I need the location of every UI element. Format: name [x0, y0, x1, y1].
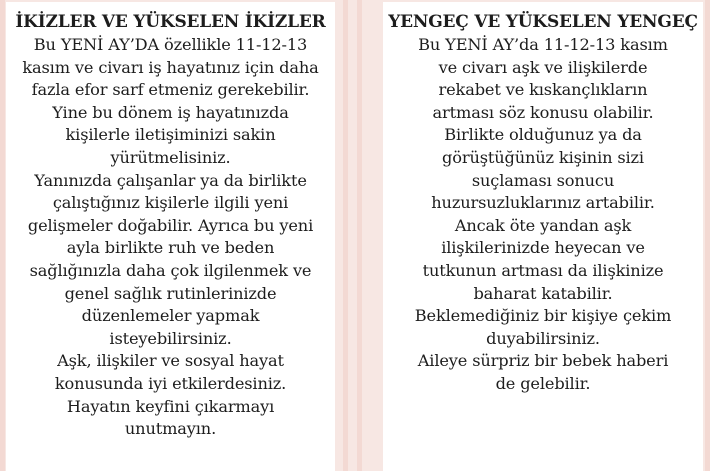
body-line: baharat katabilir.	[473, 283, 613, 303]
body-line: Aileye sürpriz bir bebek haberi	[417, 351, 669, 371]
horoscope-card-gemini	[6, 2, 335, 471]
card-title: YENGEÇ VE YÜKSELEN YENGEÇ	[388, 12, 698, 32]
body-line: konusunda iyi etkilerdesiniz.	[54, 373, 287, 393]
body-line: çalıştığınız kişilerle ilgili yeni	[52, 193, 289, 213]
body-line: Bu YENİ AY’DA özellikle 11-12-13	[33, 35, 308, 54]
body-line: ayla birlikte ruh ve beden	[66, 238, 275, 258]
body-line: duyabilirsiniz.	[486, 328, 600, 348]
body-line: Yanınızda çalışanlar ya da birlikte	[34, 170, 307, 190]
horoscope-card-cancer	[383, 2, 703, 471]
card-body	[6, 34, 335, 441]
body-line: fazla efor sarf etmeniz gerekebilir.	[31, 80, 310, 100]
body-line: artması söz konusu olabilir.	[432, 102, 654, 122]
body-line: ve civarı aşk ve ilişkilerde	[438, 57, 648, 77]
background-stripe	[357, 0, 362, 471]
body-line: Yine bu dönem iş hayatınızda	[52, 102, 289, 122]
body-line: Birlikte olduğunuz ya da	[444, 125, 642, 145]
body-line: Hayatın keyfini çıkarmayı	[66, 396, 275, 416]
body-line: kasım ve civarı iş hayatınız için daha	[22, 57, 319, 77]
body-line: düzenlemeler yapmak	[81, 306, 260, 326]
body-line: tutkunun artması da ilişkinize	[422, 260, 664, 280]
body-line: Beklemediğiniz bir kişiye çekim	[414, 306, 672, 326]
body-line: ilişkilerinizde heyecan ve	[441, 238, 645, 258]
background-stripe	[0, 0, 5, 471]
body-line: de gelebilir.	[495, 373, 591, 393]
body-line: sağlığınızla daha çok ilgilenmek ve	[29, 260, 312, 280]
body-line: yürütmelisiniz.	[110, 147, 231, 167]
body-line: suçlaması sonucu	[471, 170, 615, 190]
background-stripe	[705, 0, 710, 471]
body-line: Aşk, ilişkiler ve sosyal hayat	[57, 351, 284, 371]
body-line: rekabet ve kıskançlıkların	[438, 80, 648, 100]
body-line: Ancak öte yandan aşk	[454, 215, 632, 235]
body-line: huzursuzluklarınız artabilir.	[431, 193, 655, 213]
body-line: görüştüğünüz kişinin sizi	[442, 147, 644, 167]
body-line: kişilerle iletişiminizi sakin	[65, 125, 276, 145]
body-line: isteyebilirsiniz.	[109, 328, 232, 348]
body-line: Bu YENİ AY’da 11-12-13 kasım	[418, 35, 668, 54]
body-line: unutmayın.	[124, 419, 217, 439]
body-line: genel sağlık rutinlerinizde	[64, 283, 277, 303]
background-stripe	[343, 0, 348, 471]
body-line: gelişmeler doğabilir. Ayrıca bu yeni	[27, 215, 314, 235]
card-title: İKİZLER VE YÜKSELEN İKİZLER	[15, 12, 326, 32]
card-body	[383, 34, 703, 396]
